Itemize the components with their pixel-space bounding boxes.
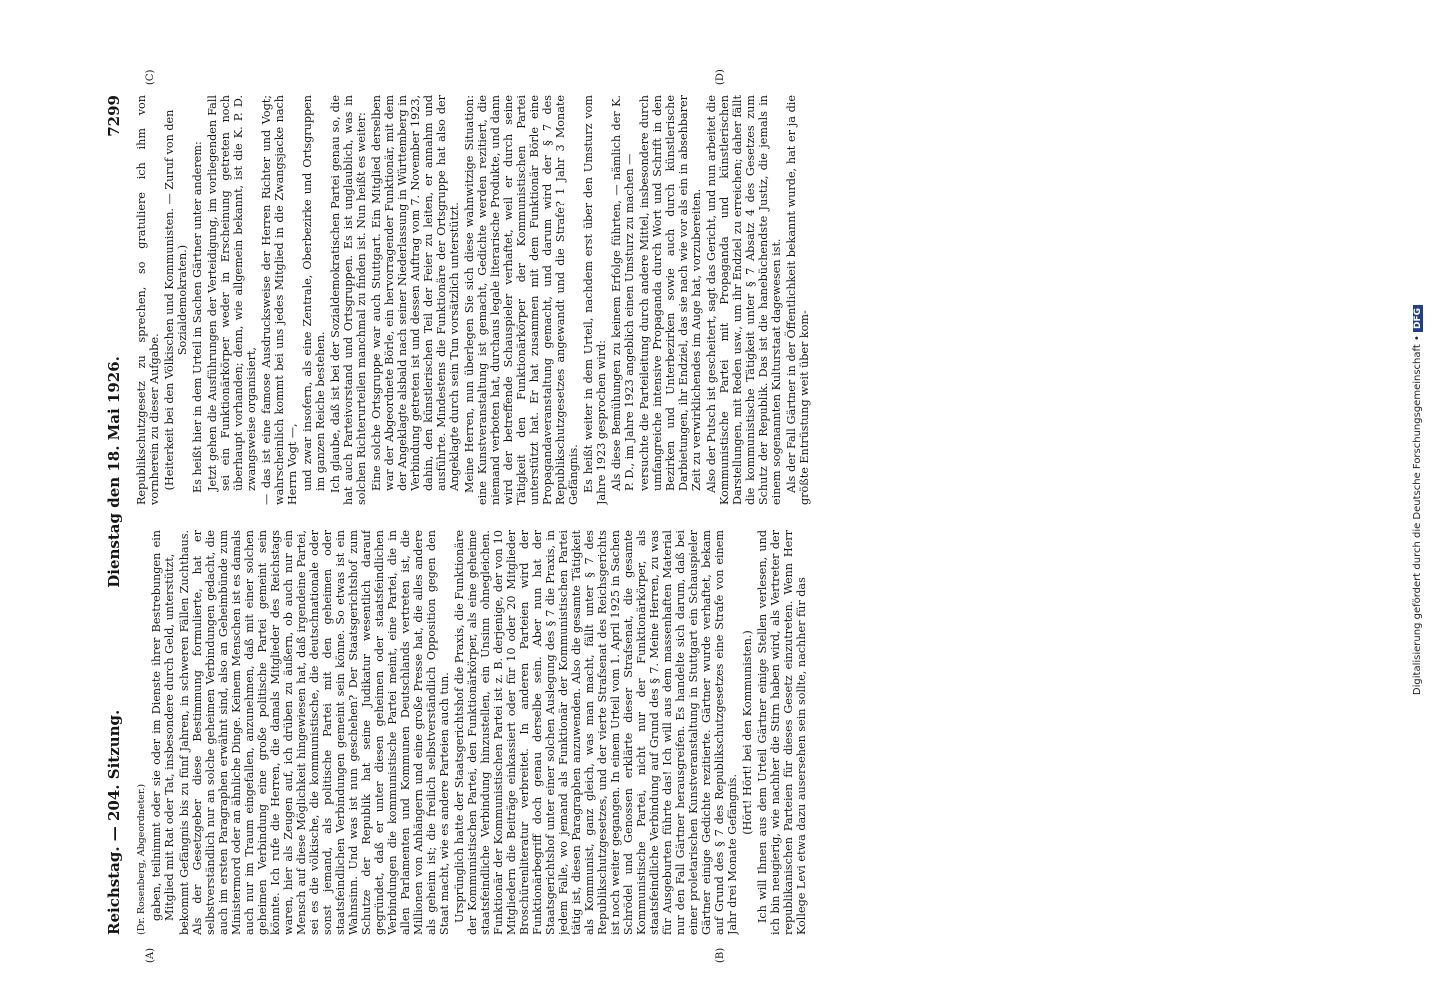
margin-marker-c: (C) [145,69,156,85]
right-paragraph-2: (Heiterkeit bei den Völkischen und Kommunisten. — Zuruf von den Sozialdemokraten.) [163,109,189,491]
left-paragraph-6: Ich will Ihnen aus dem Urteil Gärtner einige Stellen verlesen, und ich bin neugierig, wie nachher die Stirn haben wird, als Vertreter der republikanischen Parteien für dieses Gesetz einzutreten. Wenn Herr Kollege Levi etwa dazu ausersehen sein sollte, nachher für das [756,530,808,935]
right-paragraph-6: und zwar insofern, als eine Zentrale, Oberbezirke und Ortsgruppen im ganzen Reiche bestehen. [301,95,327,491]
margin-marker-a: (A) [145,947,156,963]
left-paragraph-2: gaben, teilnimmt oder sie oder im Dienste ihrer Bestrebungen ein Mitglied mit Rat oder Tat, insbesondere durch Geld, unterstützt, [150,530,176,921]
dfg-logo: DFG [1413,305,1423,332]
right-paragraph-14: Als der Fall Gärtner in der Öffentlichkeit bekannt wurde, hat er ja die größte Entrüstung weit über kom- [785,95,811,505]
left-paragraph-4: Ursprünglich hatte der Staatsgerichtshof die Praxis, die Funktionäre der Kommunistischen Partei, den Funktionärkörper, als eine geheime staatsfeindliche Verbindung hinzustellen, ein Unsinn ohnegleichen. Funktionär der Kommunistischen Partei ist z. B. derjenige, der von 10 Mitgliedern die Beiträge einkassiert oder für 10 oder 20 Mitglieder Broschürenliteratur verbreitet. In anderen Parteien wird der Funktionärbegriff doch genau derselbe sein. Aber nun hat der Staatsgerichtshof unter einer solchen Auslegung des § 7 die Praxis, in jedem Falle, wo jemand als Funktionär der Kommunistischen Partei tätig ist, diesen Paragraphen anzuwenden. Also die gesamte Tätigkeit als Kommunist, ganz gleich, was man macht, fällt unter § 7 des Republikschutzgesetzes, und der vierte Strafsenat des Reichsgerichts ist noch weiter gegangen. In einem Urteil vom 1. April 1925 in Sachen Schrödel und Genossen erklärte dieser Strafsenat, die gesamte Kommunistische Partei, nicht nur der Funktionärkörper, als staatsfeindliche Verbindung auf Grund des § 7. Meine Herren, zu was für Ausgeburten führte das! Ich will aus dem massenhaften Material nur den Fall Gärtner herausgreifen. Es handelte sich darum, daß bei einer proletarischen Kunstveranstaltung in Stuttgart ein Schauspieler Gärtner einige Gedichte rezitierte. Gärtner wurde verhaftet, bekam auf Grund des § 7 des Republikschutzgesetzes eine Strafe von einem Jahr drei Monate Gefängnis. [453,530,739,935]
right-paragraph-5: — das ist eine famose Ausdrucksweise der Herren Richter und Vogt; wahrscheinlich kommt bei uns jedes Mitglied in die Zwangsjacke nach Herrn Vogt —, [260,95,299,505]
header-date: Dienstag den 18. Mai 1926. [105,356,123,588]
digitization-note [1412,0,1430,1000]
speaker-line: (Dr. Rosenberg, Abgeordneter.) [136,783,147,935]
left-column [135,530,1295,935]
header-left: Reichstag. — 204. Sitzung. [105,709,123,935]
digitization-note-label: Digitalisierung gefördert durch die Deutsche Forschungsgemeinschaft [1412,344,1423,696]
text-columns [135,95,1295,935]
right-paragraph-9: Meine Herren, nun überlegen Sie sich diese wahnwitzige Situation: eine Kunstveranstaltung ist gemacht, Gedichte werden rezitiert, die niemand verboten hat, durchaus legale literarische Produkte, und dann wird der betreffende Schauspieler verhaftet, weil er durch seine Tätigkeit den Funktionärkörper der Kommunistischen Partei unterstützt hat. Er hat zusammen mit dem Funktionär Börle eine Propagandaveranstaltung gemacht, und darum wird der § 7 des Republikschutzgesetzes angewandt und die Strafe? 1 Jahr 3 Monate Gefängnis. [463,95,580,505]
rotated-page-content [105,69,1295,963]
right-paragraph-13: Also der Putsch ist gescheitert, sagt das Gericht, und nun arbeitet die Kommunistische Partei mit Propaganda und künstlerischen Darstellungen, mit Reden usw., um ihr Endziel zu erreichen; daher fällt die kommunistische Tätigkeit unter § 7 Absatz 4 des Gesetzes zum Schutz der Republik. Das ist die hanebüchendste Justiz, die jemals in einem sogenannten Kulturstaat dagewesen ist. [705,95,783,505]
right-paragraph-10: Es heißt weiter in dem Urteil, nachdem erst über den Umsturz vom Jahre 1923 gesprochen wird: [582,95,608,505]
right-paragraph-1: Republikschutzgesetz zu sprechen, so gratuliere ich ihm von vornherein zu dieser Aufgabe. [135,95,161,505]
right-paragraph-12: versuchte die Parteileitung durch andere Mittel, insbesondere durch umfangreiche intensive Propaganda durch Wort und Schrift in den Bezirken und Unterbezirken sowie auch durch künstlerische Darbietungen, ihr Endziel, das sie nach wie vor als ein in absehbarer Zeit zu verwirklichendes im Auge hat, vorzubereiten. [638,95,703,491]
header-right [105,95,123,588]
right-paragraph-7: Ich glaube, daß ist bei der Sozialdemokratischen Partei genau so, die hat auch Parteivorstand und Ortsgruppen. Es ist unglaublich, was in solchen Richterurteilen manchmal zu finden ist. Nun heißt es weiter: [329,95,368,505]
page-header [105,95,127,935]
margin-marker-b: (B) [715,947,726,963]
margin-marker-d: (D) [715,69,726,85]
right-column [135,95,1295,505]
right-paragraph-4: Jetzt gehen die Ausführungen der Verteidigung, im vorliegenden Fall sei ein Funktionärkörper weder in Erscheinung getreten noch überhaupt vorhanden; denn, wie allgemein bekannt, ist die K. P. D. zwangsweise organisiert, [206,95,258,491]
left-paragraph-5: (Hört! Hört! bei den Kommunisten.) [741,630,754,835]
right-paragraph-3: Es heißt hier in dem Urteil in Sachen Gärtner unter anderem: [191,141,204,493]
page-number: 7299 [105,95,123,137]
left-paragraph-3: bekommt Gefängnis bis zu fünf Jahren, in schweren Fällen Zuchthaus. Als der Gesetzgeber diese Bestimmung formulierte, hat er selbstverständlich nur an solche geheimen Verbindungen gedacht, die auch im ersten Paragraphen erwähnt sind, also an Geheimbünde zum Ministermord oder an ähnliche Dinge. Keinem Menschen ist es damals auch nur im Traum eingefallen, anzunehmen, daß mit einer solchen geheimen Verbindung eine große politische Partei gemeint sein könnte. Ich rufe die Herren, die damals Mitglieder des Reichstags waren, hier als Zeugen auf, ich drüben zu äußern, ob auch nur ein Mensch auf diese Möglichkeit hingewiesen hat, daß irgendeine Partei, sei es die völkische, die kommunistische, die deutschnationale oder sonst jemand, als politische Partei mit den geheimen oder staatsfeindlichen Verbindungen gemeint sein könne. So etwas ist ein Wahnsinn. Und was ist nun geschehen? Der Staatsgerichtshof zum Schutze der Republik hat seine Judikatur wesentlich darauf gegründet, daß er unter diesen geheimen oder staatsfeindlichen Verbindungen die kommunistische Partei meint, eine Partei, die in allen Parlamenten und Kommunen Deutschlands vertreten ist, die Millionen von Anhängern und eine große Presse hat, die alles andere als geheim ist; die freilich selbstverständlich Opposition gegen den Staat macht, wie es andere Parteien auch tun. [178,530,451,935]
right-paragraph-11: Als diese Bemühungen zu keinem Erfolge führten, — nämlich der K. P. D., im Jahre 1923 angeblich einen Umsturz zu machen — [610,95,636,491]
right-paragraph-8: Eine solche Ortsgruppe war auch Stuttgart. Ein Mitglied derselben war der Abgeordnete Börle, ein hervorragender Funktionär, mit dem der Angeklagte alsbald nach seiner Niederlassung in Württemberg in Verbindung getreten ist und dessen Auftrag vom 7. November 1923, dahin, den künstlerischen Teil der Feier zu leiten, er annahm und ausführte. Mindestens die Funktionäre der Ortsgruppe hat also der Angeklagte durch sein Tun vorsätzlich unterstützt. [370,95,461,491]
digitization-note-text: Digitalisierung gefördert durch die Deutsche Forschungsgemeinschaft • DFG [1412,0,1423,1000]
